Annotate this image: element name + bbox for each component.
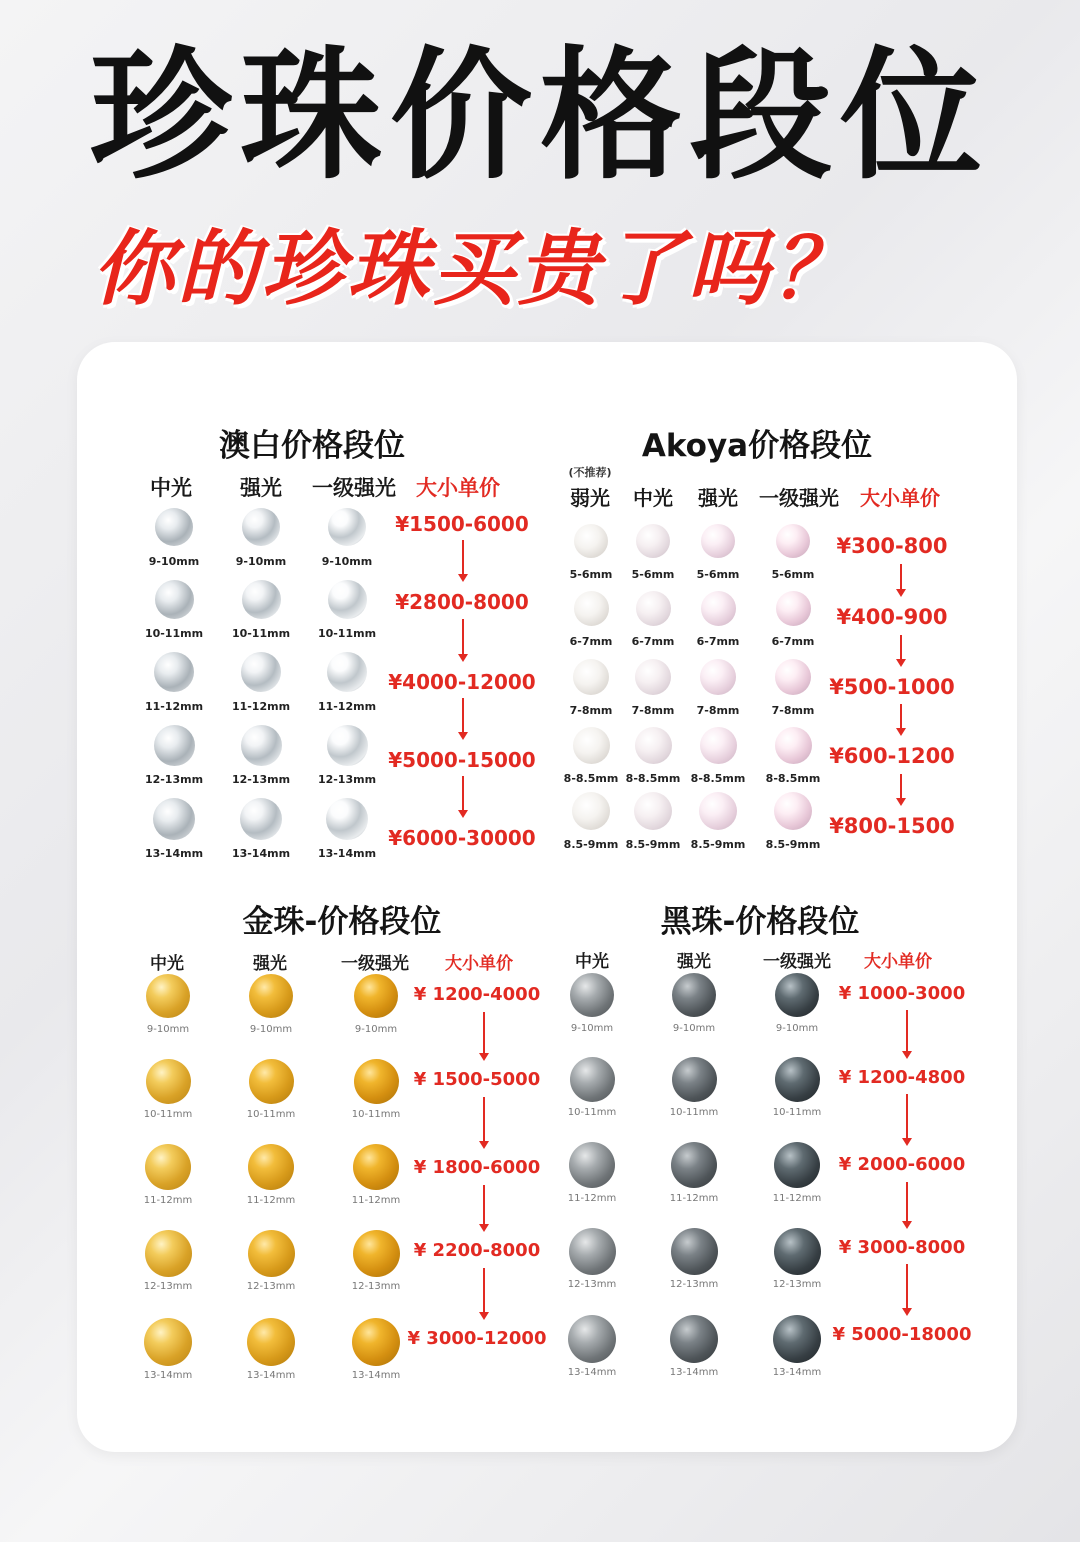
black-size-label: 10-11mm [567,1107,617,1118]
aobai-pearl-icon [242,508,280,546]
arrow-down-icon [462,619,464,660]
akoya-size-label: 5-6mm [771,568,815,581]
gold-size-label: 10-11mm [246,1109,296,1120]
gold-price-label: ¥ 1800-6000 [413,1157,541,1178]
aobai-price-label: ¥1500-6000 [395,512,529,536]
black-pearl-icon [671,1142,717,1188]
black-header-medium: 中光 [575,952,609,972]
akoya-pearl-icon [775,659,811,695]
arrow-down-icon [900,704,902,734]
arrow-down-icon [483,1097,485,1147]
aobai-header-top: 一级强光 [312,476,396,500]
akoya-size-label: 8-8.5mm [563,772,619,785]
akoya-price-label: ¥400-900 [836,605,948,629]
akoya-pearl-icon [701,591,736,626]
black-size-label: 10-11mm [669,1107,719,1118]
aobai-size-label: 12-13mm [231,773,291,786]
gold-size-label: 13-14mm [351,1370,401,1381]
akoya-pearl-icon [776,591,811,626]
aobai-size-label: 13-14mm [231,847,291,860]
black-size-label: 13-14mm [567,1367,617,1378]
aobai-pearl-icon [154,652,194,692]
akoya-size-label: 7-8mm [631,704,675,717]
akoya-price-label: ¥300-800 [836,534,948,558]
aobai-pearl-icon [241,725,282,766]
price-card [77,342,1017,1452]
akoya-size-label: 5-6mm [569,568,613,581]
black-pearl-icon [775,973,819,1017]
akoya-pearl-icon [774,792,812,830]
gold-pearl-icon [146,1059,191,1104]
black-size-label: 12-13mm [567,1279,617,1290]
aobai-price-label: ¥6000-30000 [388,826,536,850]
akoya-size-label: 6-7mm [631,635,675,648]
akoya-pearl-icon [572,792,610,830]
akoya-size-label: 6-7mm [696,635,740,648]
aobai-size-label: 13-14mm [317,847,377,860]
akoya-size-label: 8.5-9mm [563,838,619,851]
aobai-header-medium: 中光 [150,476,192,500]
gold-size-label: 13-14mm [246,1370,296,1381]
aobai-size-label: 12-13mm [317,773,377,786]
gold-size-label: 10-11mm [351,1109,401,1120]
gold-price-label: ¥ 2200-8000 [413,1240,541,1261]
black-header-strong: 强光 [677,952,711,972]
aobai-pearl-icon [242,580,281,619]
gold-size-label: 9-10mm [354,1024,398,1035]
page-subtitle: 你的珍珠买贵了吗？ [92,222,857,317]
black-size-label: 12-13mm [772,1279,822,1290]
aobai-price-label: ¥2800-8000 [395,590,529,614]
black-pearl-icon [570,1057,615,1102]
black-size-label: 9-10mm [570,1023,614,1034]
gold-size-label: 11-12mm [351,1195,401,1206]
akoya-header-medium: 中光 [633,486,673,510]
gold-pearl-icon [354,1059,399,1104]
gold-header-price: 大小单价 [445,954,513,974]
gold-size-label: 12-13mm [143,1281,193,1292]
black-section-title: 黑珠-价格段位 [660,904,860,940]
akoya-pearl-icon [574,591,609,626]
akoya-pearl-icon [700,659,736,695]
gold-pearl-icon [145,1144,191,1190]
akoya-size-label: 8-8.5mm [625,772,681,785]
gold-size-label: 11-12mm [143,1195,193,1206]
black-size-label: 12-13mm [669,1279,719,1290]
gold-pearl-icon [353,1144,399,1190]
gold-pearl-icon [247,1318,295,1366]
akoya-size-label: 8.5-9mm [690,838,746,851]
akoya-size-label: 6-7mm [771,635,815,648]
gold-pearl-icon [248,1144,294,1190]
arrow-down-icon [900,564,902,595]
black-pearl-icon [670,1315,718,1363]
gold-header-strong: 强光 [253,954,287,974]
gold-size-label: 10-11mm [143,1109,193,1120]
gold-section-title: 金珠-价格段位 [242,904,442,940]
gold-pearl-icon [248,1230,295,1277]
gold-pearl-icon [145,1230,192,1277]
akoya-price-label: ¥600-1200 [829,744,955,768]
aobai-price-label: ¥4000-12000 [388,670,536,694]
arrow-down-icon [483,1268,485,1318]
gold-header-top: 一级强光 [341,954,409,974]
black-size-label: 11-12mm [567,1193,617,1204]
akoya-size-label: 7-8mm [696,704,740,717]
arrow-down-icon [483,1185,485,1230]
arrow-down-icon [900,635,902,665]
arrow-down-icon [462,776,464,816]
aobai-pearl-icon [328,508,366,546]
aobai-size-label: 11-12mm [317,700,377,713]
aobai-size-label: 9-10mm [148,555,200,568]
aobai-size-label: 9-10mm [321,555,373,568]
black-pearl-icon [568,1315,616,1363]
arrow-down-icon [462,540,464,580]
aobai-section-title: 澳白价格段位 [219,428,405,464]
aobai-size-label: 9-10mm [235,555,287,568]
arrow-down-icon [906,1094,908,1144]
aobai-size-label: 10-11mm [231,627,291,640]
aobai-pearl-icon [327,725,368,766]
aobai-size-label: 13-14mm [144,847,204,860]
aobai-pearl-icon [327,652,367,692]
aobai-pearl-icon [326,798,368,840]
akoya-size-label: 7-8mm [771,704,815,717]
gold-size-label: 9-10mm [146,1024,190,1035]
aobai-size-label: 12-13mm [144,773,204,786]
akoya-header-top: 一级强光 [759,486,839,510]
aobai-pearl-icon [328,580,367,619]
akoya-not-recommended-note: (不推荐) [568,466,612,479]
arrow-down-icon [906,1264,908,1314]
akoya-pearl-icon [701,524,735,558]
akoya-header-price: 大小单价 [860,486,940,510]
akoya-pearl-icon [700,727,737,764]
akoya-header-strong: 强光 [698,486,738,510]
akoya-size-label: 8-8.5mm [765,772,821,785]
aobai-pearl-icon [155,508,193,546]
black-pearl-icon [773,1315,821,1363]
aobai-size-label: 11-12mm [231,700,291,713]
black-size-label: 9-10mm [775,1023,819,1034]
black-size-label: 10-11mm [772,1107,822,1118]
gold-size-label: 12-13mm [246,1281,296,1292]
akoya-section-title: Akoya价格段位 [641,428,873,464]
gold-pearl-icon [144,1318,192,1366]
aobai-pearl-icon [153,798,195,840]
black-pearl-icon [570,973,614,1017]
akoya-pearl-icon [636,524,670,558]
gold-pearl-icon [353,1230,400,1277]
black-pearl-icon [672,1057,717,1102]
arrow-down-icon [483,1012,485,1059]
black-size-label: 9-10mm [672,1023,716,1034]
aobai-pearl-icon [154,725,195,766]
gold-header-medium: 中光 [150,954,184,974]
akoya-pearl-icon [573,727,610,764]
arrow-down-icon [906,1182,908,1227]
black-pearl-icon [671,1228,718,1275]
aobai-price-label: ¥5000-15000 [388,748,536,772]
black-pearl-icon [775,1057,820,1102]
akoya-pearl-icon [776,524,810,558]
akoya-price-label: ¥800-1500 [829,814,955,838]
akoya-size-label: 7-8mm [569,704,613,717]
gold-size-label: 11-12mm [246,1195,296,1206]
gold-price-label: ¥ 1500-5000 [413,1069,541,1090]
akoya-pearl-icon [634,792,672,830]
akoya-size-label: 5-6mm [631,568,675,581]
akoya-pearl-icon [636,591,671,626]
arrow-down-icon [462,698,464,738]
black-pearl-icon [774,1228,821,1275]
black-header-top: 一级强光 [763,952,831,972]
akoya-pearl-icon [574,524,608,558]
gold-size-label: 9-10mm [249,1024,293,1035]
black-size-label: 11-12mm [772,1193,822,1204]
black-price-label: ¥ 3000-8000 [838,1237,966,1258]
aobai-pearl-icon [155,580,194,619]
gold-size-label: 12-13mm [351,1281,401,1292]
akoya-pearl-icon [699,792,737,830]
aobai-pearl-icon [240,798,282,840]
akoya-pearl-icon [775,727,812,764]
black-header-price: 大小单价 [864,952,932,972]
aobai-size-label: 10-11mm [317,627,377,640]
gold-pearl-icon [249,974,293,1018]
arrow-down-icon [906,1010,908,1057]
gold-price-label: ¥ 3000-12000 [407,1328,547,1349]
aobai-header-price: 大小单价 [416,476,500,500]
gold-pearl-icon [352,1318,400,1366]
black-pearl-icon [672,973,716,1017]
black-size-label: 13-14mm [772,1367,822,1378]
aobai-size-label: 11-12mm [144,700,204,713]
akoya-header-weak: 弱光 [570,486,610,510]
aobai-size-label: 10-11mm [144,627,204,640]
black-size-label: 13-14mm [669,1367,719,1378]
akoya-size-label: 8-8.5mm [690,772,746,785]
black-size-label: 11-12mm [669,1193,719,1204]
gold-size-label: 13-14mm [143,1370,193,1381]
black-pearl-icon [569,1228,616,1275]
black-price-label: ¥ 1200-4800 [838,1067,966,1088]
akoya-size-label: 8.5-9mm [625,838,681,851]
akoya-pearl-icon [573,659,609,695]
black-pearl-icon [569,1142,615,1188]
black-price-label: ¥ 2000-6000 [838,1154,966,1175]
page-title: 珍珠价格段位 [90,34,990,199]
aobai-header-strong: 强光 [240,476,282,500]
gold-price-label: ¥ 1200-4000 [413,984,541,1005]
akoya-size-label: 8.5-9mm [765,838,821,851]
black-price-label: ¥ 1000-3000 [838,983,966,1004]
akoya-size-label: 5-6mm [696,568,740,581]
aobai-pearl-icon [241,652,281,692]
gold-pearl-icon [146,974,190,1018]
arrow-down-icon [900,774,902,804]
akoya-pearl-icon [635,727,672,764]
gold-pearl-icon [354,974,398,1018]
akoya-price-label: ¥500-1000 [829,675,955,699]
black-price-label: ¥ 5000-18000 [832,1324,972,1345]
akoya-pearl-icon [635,659,671,695]
akoya-size-label: 6-7mm [569,635,613,648]
black-pearl-icon [774,1142,820,1188]
gold-pearl-icon [249,1059,294,1104]
